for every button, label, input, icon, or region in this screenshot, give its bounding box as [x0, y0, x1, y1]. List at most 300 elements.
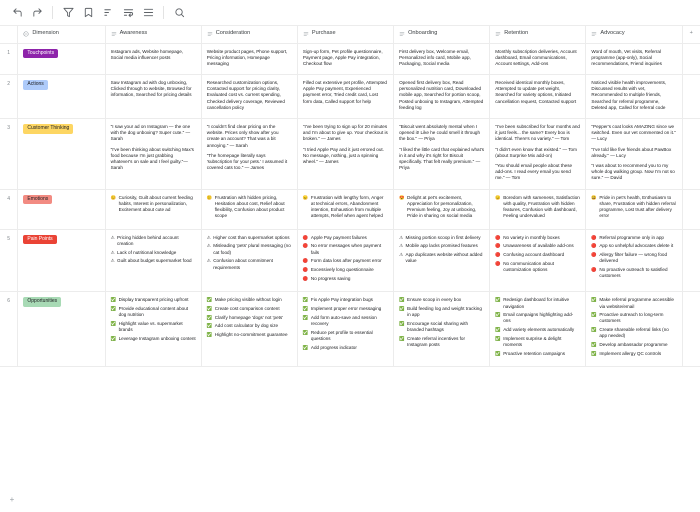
- list-item-label: No progress saving: [310, 275, 351, 281]
- cell-consideration[interactable]: [201, 75, 297, 119]
- cell-list: [207, 195, 292, 220]
- cell-text: Website product pages, Phone support, Pricing information, Homepage messaging: [206, 48, 288, 66]
- dimension-chip: Touchpoints: [23, 49, 58, 59]
- cell-list: [303, 297, 388, 350]
- row-number[interactable]: 3: [0, 119, 18, 190]
- bullet-icon: ✅: [302, 329, 309, 335]
- toolbar-divider-2: [163, 6, 164, 19]
- list-item-label: Fix Apple Pay integration bugs: [310, 297, 373, 303]
- cell-text: Saw Instagram ad with dog unboxing, Clicked through to website, Browsed for information, Searched for pricing details: [110, 80, 192, 98]
- cell-quote: "I was about to recommend you to my whole dog walking group. Now I'm not so sure." — David: [591, 162, 675, 181]
- cell-dimension[interactable]: [18, 43, 105, 75]
- list-item: [303, 330, 388, 342]
- cell-list: [591, 235, 676, 280]
- column-header-advocacy[interactable]: [586, 26, 682, 43]
- list-item: [591, 252, 676, 264]
- column-header-label: Awareness: [119, 30, 148, 37]
- text-icon: [111, 31, 117, 37]
- cell-dimension[interactable]: [18, 75, 105, 119]
- cell-text: Researched customization options, Contacted support for pricing clarity, Evaluated cost vs. current spending, Checked delivery coverage, Reviewed cancellation policy: [206, 80, 285, 110]
- cell-retention[interactable]: [490, 119, 586, 190]
- column-header-dimension[interactable]: [18, 26, 105, 43]
- row-number[interactable]: 1: [0, 43, 18, 75]
- bullet-icon: 😐: [495, 194, 501, 200]
- cell-text: Sign-up form, Pet profile questionnaire, Payment page, Apple Pay integration, Checkout flow: [302, 48, 383, 66]
- list-item-label: Delight at pet's excitement, Appreciation for personalization, Premium feeling, Joy at unboxing, Pride in sharing on social media: [407, 194, 477, 219]
- bullet-icon: ✅: [302, 344, 309, 350]
- list-item: [591, 327, 676, 339]
- filter-icon[interactable]: [59, 4, 77, 22]
- cell-text: Filled out extensive pet profile, Attempted Apple Pay payment, Experienced payment error, Tried credit card, Lost form data, Called support for help: [302, 80, 387, 104]
- list-item-label: Allergy filter failure — wrong food delivered: [599, 252, 668, 264]
- column-header-retention[interactable]: [490, 26, 586, 43]
- cell-list: [591, 195, 676, 220]
- list-item-label: Confusing account dashboard: [503, 252, 565, 258]
- list-item-label: Unawareness of available add-ons: [503, 243, 574, 249]
- cell-retention[interactable]: [490, 75, 586, 119]
- list-item: [495, 252, 580, 258]
- list-item: [111, 336, 196, 342]
- bullet-icon: 😃: [591, 194, 597, 200]
- list-item: [591, 312, 676, 324]
- journey-map-table: [0, 26, 700, 367]
- bullet-icon: ✅: [495, 335, 501, 341]
- cell-text: Opened first delivery box, Read personalized nutrition card, Downloaded mobile app, Searched for portion scoop, Posted unboxing to Instagram, Attempted feeding log: [399, 80, 484, 110]
- list-item: [495, 351, 580, 357]
- cell-consideration[interactable]: [201, 292, 297, 367]
- list-item: [591, 267, 676, 279]
- list-item: [495, 235, 580, 241]
- cell-purchase[interactable]: [297, 229, 393, 292]
- cell-list: [303, 235, 388, 282]
- bullet-icon: ✅: [591, 350, 597, 356]
- list-item-label: Mobile app lacks promised features: [405, 243, 478, 249]
- list-item-label: Make pricing visible without login: [214, 297, 282, 303]
- table-header: [0, 26, 700, 43]
- cell-onboarding[interactable]: [394, 43, 490, 75]
- cell-retention[interactable]: [490, 43, 586, 75]
- cell-onboarding[interactable]: [394, 189, 490, 229]
- cell-text: Monthly subscription deliveries, Account dashboard, Email communications, Account settings, Add-ons: [495, 48, 577, 66]
- cell-dimension[interactable]: [18, 189, 105, 229]
- cell-consideration[interactable]: [201, 229, 297, 292]
- cell-consideration[interactable]: [201, 189, 297, 229]
- text-wrap-icon[interactable]: [119, 4, 137, 22]
- list-item-label: Develop ambassador programme: [599, 342, 668, 347]
- text-icon: [591, 31, 597, 37]
- list-item-label: Frustration with lengthy form, Anger at technical errors, Abandonment intention, Exhaustion from multiple attempts, Relief when agent helped: [310, 194, 384, 219]
- bullet-icon: ✅: [399, 306, 405, 312]
- list-item-label: Frustration with hidden pricing, Hesitation about cost, Relief about flexibility, Confusion about product scope: [214, 194, 285, 219]
- text-icon: [303, 31, 309, 37]
- bullet-icon: ✅: [591, 342, 597, 347]
- cell-text: Received identical monthly boxes, Attempted to update pet weight, Searched for variety options, Initiated cancellation request, Contacted support: [495, 80, 577, 104]
- list-item-label: Provide educational content about dog nutrition: [118, 306, 189, 318]
- row-end-spacer: [682, 292, 700, 367]
- add-column-button[interactable]: +: [682, 26, 700, 43]
- add-row-button[interactable]: +: [9, 494, 15, 504]
- cell-advocacy[interactable]: [586, 43, 682, 75]
- cell-text: Noticed visible health improvements, Discussed results with vet, Recommended to multiple friends, Searched for referral programme, Deleted app, Called for referral code: [591, 80, 667, 110]
- cell-quote: "The homepage literally says 'subscription for your pets.' I assumed it covered cats too." — James: [206, 152, 288, 171]
- list-item: [495, 261, 580, 273]
- cell-quote: "I liked the little card that explained what's in it and why it's right for Biscuit specifically. That felt really premium." — Priya: [399, 146, 485, 171]
- list-item-label: Curiosity, Guilt about current feeding habits, Interest in personalization, Excitement about cute ad: [118, 194, 193, 212]
- list-item-label: Display transparent pricing upfront: [118, 297, 189, 303]
- cell-onboarding[interactable]: [394, 75, 490, 119]
- bullet-icon: ⚠: [399, 252, 404, 258]
- list-item: [303, 297, 388, 303]
- column-header-onboarding[interactable]: [394, 26, 490, 43]
- bullet-icon: 🔴: [591, 252, 597, 258]
- list-item-label: Misleading 'pets' plural messaging (no cat food): [213, 243, 291, 255]
- list-item-label: Confusion about commitment requirements: [213, 258, 273, 270]
- bullet-icon: 🔴: [591, 243, 597, 249]
- list-item: [207, 258, 292, 270]
- row-end-spacer: [682, 119, 700, 190]
- table-row: [0, 119, 700, 190]
- cell-list: [207, 297, 292, 338]
- list-item-label: Ensure scoop in every box: [407, 297, 462, 303]
- list-item-label: Pricing hidden behind account creation: [117, 234, 179, 246]
- cell-dimension[interactable]: [18, 119, 105, 190]
- dimension-chip: Opportunities: [23, 297, 61, 307]
- toolbar: [0, 0, 700, 26]
- cell-list: [399, 297, 484, 348]
- table-row: [0, 189, 700, 229]
- list-item: [399, 297, 484, 303]
- list-item-label: No communication about customization options: [503, 260, 555, 272]
- bullet-icon: ✅: [110, 335, 117, 341]
- list-item: [207, 243, 292, 255]
- bullet-icon: ✅: [399, 297, 405, 303]
- cell-onboarding[interactable]: [394, 292, 490, 367]
- bullet-icon: 🔴: [302, 275, 309, 281]
- cell-quote: "I've been trying to sign up for 20 minutes and I'm about to give up. Your checkout is broken." — James: [302, 124, 388, 142]
- text-icon: [495, 31, 501, 37]
- column-header-label: Retention: [504, 30, 529, 37]
- list-item: [111, 250, 196, 256]
- list-item: [207, 235, 292, 241]
- list-item-label: Email campaigns highlighting add-ons: [503, 312, 574, 324]
- cell-quote: "I saw your ad on Instagram — the one with the dog unboxing? Super cute." — Sarah: [110, 124, 191, 142]
- list-item-label: Apple Pay payment failures: [310, 234, 367, 240]
- bullet-icon: ✅: [206, 332, 213, 338]
- bullet-icon: ✅: [110, 306, 117, 312]
- list-item: [399, 243, 484, 249]
- cell-advocacy[interactable]: [586, 75, 682, 119]
- list-item-label: No variety in monthly boxes: [503, 234, 560, 240]
- list-item: [399, 252, 484, 264]
- list-item: [495, 195, 580, 220]
- cell-quote: "I didn't even know that existed." — Tom (about Surprise Mix add-on): [495, 146, 577, 158]
- bullet-icon: 🔴: [302, 234, 309, 240]
- dimension-chip: Actions: [23, 80, 47, 90]
- list-item: [591, 195, 676, 220]
- cell-list: [207, 235, 292, 271]
- cell-consideration[interactable]: [201, 43, 297, 75]
- list-item: [399, 306, 484, 318]
- list-item-label: Lack of nutritional knowledge: [117, 249, 177, 255]
- list-item-label: Encourage social sharing with branded hashtags: [407, 320, 469, 333]
- cell-purchase[interactable]: [297, 119, 393, 190]
- dimension-chip: Pain Points: [23, 235, 56, 245]
- list-item-label: Create referral incentives for Instagram posts: [407, 335, 466, 347]
- bullet-icon: ⚠: [110, 258, 115, 264]
- cell-list: [495, 235, 580, 273]
- list-item: [303, 235, 388, 241]
- add-row-row: [0, 492, 700, 506]
- list-item: [303, 345, 388, 351]
- bullet-icon: 🔴: [591, 267, 597, 272]
- bullet-icon: 😊: [110, 194, 117, 200]
- bullet-icon: ✅: [206, 306, 213, 312]
- cell-quote: "Pepper's coat looks AMAZING since we switched. Even our vet commented on it." — Lucy: [591, 124, 676, 142]
- bullet-icon: ✅: [206, 297, 213, 303]
- row-number[interactable]: 4: [0, 189, 18, 229]
- bullet-icon: ✅: [591, 312, 597, 318]
- list-item-label: No error messages when payment fails: [310, 243, 382, 255]
- list-item-label: Guilt about budget supermarket food: [117, 258, 192, 264]
- cell-list: [111, 235, 196, 265]
- bullet-icon: ✅: [399, 335, 405, 341]
- list-item: [303, 243, 388, 255]
- list-item-label: Implement surprise & delight moments: [503, 335, 562, 347]
- dimension-chip: Emotions: [23, 195, 52, 205]
- bullet-icon: 🔴: [495, 252, 501, 258]
- cell-quote: "I've been thinking about switching Max's food because I'm just grabbing whatever's on sale and I feel guilty."— Sarah: [110, 146, 194, 171]
- column-header-label: Purchase: [311, 30, 336, 37]
- cell-quote: "You should email people about these add-ons. I read every email you send me." — Tom: [495, 162, 573, 181]
- list-item-label: Pride in pet's health, Enthusiasm to share, Frustration with hidden referral programme, Lost trust after delivery error: [599, 194, 676, 219]
- table-row: [0, 292, 700, 367]
- list-item: [591, 243, 676, 249]
- bullet-icon: ✅: [206, 323, 213, 329]
- cell-purchase[interactable]: [297, 292, 393, 367]
- cell-quote: "I couldn't find clear pricing on the website. Prices only show after you create an account? That was a bit annoying." — Sarah: [206, 124, 279, 148]
- bullet-icon: ⚠: [399, 234, 404, 240]
- bullet-icon: ✅: [495, 350, 501, 356]
- bullet-icon: ✅: [110, 297, 117, 303]
- cell-list: [591, 297, 676, 357]
- list-item: [111, 258, 196, 264]
- list-item: [591, 235, 676, 241]
- bullet-icon: ✅: [495, 327, 501, 333]
- bullet-icon: 🔴: [495, 234, 501, 240]
- cell-list: [495, 297, 580, 357]
- bullet-icon: ✅: [206, 314, 213, 320]
- list-item-label: Referral programme only in app: [599, 234, 664, 240]
- cell-purchase[interactable]: [297, 75, 393, 119]
- bullet-icon: ✅: [302, 314, 309, 320]
- row-number[interactable]: 6: [0, 292, 18, 367]
- list-item: [495, 297, 580, 309]
- bullet-icon: ⚠: [206, 234, 211, 240]
- list-item: [399, 235, 484, 241]
- list-item: [495, 312, 580, 324]
- list-item: [591, 351, 676, 357]
- bullet-icon: ⚠: [206, 258, 211, 264]
- column-header-label: Dimension: [32, 30, 59, 37]
- list-item-label: Add variety elements automatically: [503, 327, 575, 333]
- cell-awareness[interactable]: [105, 43, 201, 75]
- cell-awareness[interactable]: [105, 75, 201, 119]
- cell-advocacy[interactable]: [586, 119, 682, 190]
- bullet-icon: 🔴: [302, 258, 309, 264]
- grid-scroll-area[interactable]: [0, 26, 700, 512]
- column-header-consideration[interactable]: [201, 26, 297, 43]
- cell-awareness[interactable]: [105, 229, 201, 292]
- search-icon[interactable]: [170, 4, 188, 22]
- list-item-label: Build feeding log and weight tracking in app: [407, 306, 482, 318]
- list-item-label: Proactive outreach to long-term customers: [599, 312, 664, 324]
- bullet-icon: 😠: [302, 194, 309, 200]
- list-item: [303, 306, 388, 312]
- cell-list: [399, 195, 484, 220]
- list-item: [207, 332, 292, 338]
- row-number[interactable]: 2: [0, 75, 18, 119]
- cell-text: Instagram ads, Website homepage, Social media influencer posts: [110, 48, 184, 60]
- cell-list: [111, 297, 196, 342]
- redo-button[interactable]: [28, 4, 46, 22]
- row-end-spacer: [682, 75, 700, 119]
- cell-retention[interactable]: [490, 189, 586, 229]
- list-item-label: Boredom with sameness, Satisfaction with quality, Frustration with hidden features, Confusion with dashboard, Feeling undervalued: [503, 194, 580, 219]
- undo-button[interactable]: [8, 4, 26, 22]
- bookmark-icon[interactable]: [79, 4, 97, 22]
- cell-awareness[interactable]: [105, 292, 201, 367]
- cell-dimension[interactable]: [18, 229, 105, 292]
- list-item: [303, 276, 388, 282]
- bullet-icon: ✅: [302, 306, 309, 312]
- list-item-label: App duplicates website without added value: [405, 252, 483, 264]
- bullet-icon: ⚠: [110, 234, 115, 240]
- cell-quote: "I've been subscribed for four months and it just feels... the same? Every box is identical. There's no variety." — Tom: [495, 124, 580, 142]
- bullet-icon: ✅: [495, 297, 501, 303]
- list-item-label: Create cost comparison content: [214, 306, 280, 312]
- cell-retention[interactable]: [490, 229, 586, 292]
- list-item: [207, 323, 292, 329]
- list-item-label: Missing portion scoop in first delivery: [405, 234, 481, 240]
- bullet-icon: ⚠: [206, 243, 211, 249]
- list-item: [303, 258, 388, 264]
- bullet-icon: ⚠: [399, 243, 404, 249]
- cell-quote: "I tried Apple Pay and it just errored out. No message, nothing, just a spinning wheel." — James: [302, 146, 384, 164]
- cell-retention[interactable]: [490, 292, 586, 367]
- bullet-icon: ✅: [591, 297, 597, 303]
- list-item-label: Highlight no-commitment guarantee: [214, 332, 288, 338]
- cell-advocacy[interactable]: [586, 189, 682, 229]
- column-header-label: Onboarding: [408, 30, 438, 37]
- list-item-label: App so unhelpful advocates delete it: [599, 243, 674, 249]
- list-item-label: Proactive retention campaigns: [503, 350, 565, 356]
- bullet-icon: 🔴: [302, 267, 309, 272]
- list-item-label: Add progress indicator: [310, 344, 357, 350]
- cell-awareness[interactable]: [105, 119, 201, 190]
- bullet-icon: 🔴: [495, 260, 501, 266]
- list-item-label: Highlight value vs. supermarket brands: [118, 320, 183, 333]
- bullet-icon: 😍: [399, 194, 405, 200]
- list-item-label: No proactive outreach to satisfied customers: [599, 267, 668, 279]
- table-body: [0, 43, 700, 367]
- row-end-spacer: [682, 229, 700, 292]
- list-item-label: Make referral programme accessible via website/email: [599, 297, 674, 309]
- cell-list: [111, 195, 196, 214]
- bullet-icon: ✅: [495, 312, 501, 318]
- cell-text: Word of mouth, Vet visits, Referral programme (app-only), Social recommendations, Friend inquiries: [591, 48, 662, 66]
- list-item: [207, 306, 292, 312]
- cell-awareness[interactable]: [105, 189, 201, 229]
- list-item-label: Reduce pet profile to essential questions: [310, 329, 373, 341]
- column-header-label: Advocacy: [600, 30, 625, 37]
- list-item-label: Clarify homepage 'dogs' not 'pets': [214, 314, 284, 320]
- list-item: [207, 195, 292, 220]
- cell-list: [495, 195, 580, 220]
- row-number[interactable]: 5: [0, 229, 18, 292]
- toolbar-divider: [52, 6, 53, 19]
- sort-icon[interactable]: [99, 4, 117, 22]
- bullet-icon: ✅: [302, 297, 309, 303]
- list-item-label: Implement allergy QC controls: [599, 350, 662, 356]
- dimension-chip: Customer Thinking: [23, 124, 73, 134]
- list-item: [111, 235, 196, 247]
- list-item: [111, 321, 196, 333]
- list-item-label: Leverage Instagram unboxing content: [118, 335, 196, 341]
- column-header-purchase[interactable]: [297, 26, 393, 43]
- table-row: [0, 75, 700, 119]
- bullet-icon: 🔴: [495, 243, 501, 249]
- list-item: [399, 195, 484, 220]
- cell-purchase[interactable]: [297, 189, 393, 229]
- tag-icon: [23, 31, 29, 37]
- bullet-icon: 😕: [206, 194, 213, 200]
- list-item-label: Implement proper error messaging: [310, 306, 382, 312]
- bullet-icon: ✅: [110, 320, 117, 326]
- cell-advocacy[interactable]: [586, 292, 682, 367]
- list-item: [111, 195, 196, 214]
- cell-dimension[interactable]: [18, 292, 105, 367]
- table-row: [0, 43, 700, 75]
- list-item: [591, 342, 676, 348]
- cell-quote: "Biscuit went absolutely mental when I opened it! Like he could smell it through the box." — Priya: [399, 124, 481, 142]
- cell-onboarding[interactable]: [394, 229, 490, 292]
- list-item: [303, 267, 388, 273]
- list-item: [111, 297, 196, 303]
- cell-list: [303, 195, 388, 220]
- text-icon: [207, 31, 213, 37]
- cell-onboarding[interactable]: [394, 119, 490, 190]
- cell-list: [399, 235, 484, 265]
- list-item-label: Add cost calculator by dog size: [214, 323, 279, 329]
- list-item-label: Form data loss after payment error: [310, 258, 382, 264]
- list-item-label: Excessively long questionnaire: [310, 267, 374, 272]
- list-item-label: Add form auto-save and session recovery: [310, 314, 377, 326]
- cell-text: First delivery box, Welcome email, Personalized info card, Mobile app, Packaging, Social media: [399, 48, 471, 66]
- column-header-awareness[interactable]: [105, 26, 201, 43]
- bullet-icon: 🔴: [591, 234, 597, 240]
- list-item-label: Redesign dashboard for intuitive navigation: [503, 297, 570, 309]
- column-header-label: Consideration: [215, 30, 251, 37]
- cell-advocacy[interactable]: [586, 229, 682, 292]
- table-row: [0, 229, 700, 292]
- list-item: [303, 195, 388, 220]
- list-item: [495, 336, 580, 348]
- bullet-icon: ⚠: [110, 249, 115, 255]
- row-height-icon[interactable]: [139, 4, 157, 22]
- cell-quote: "I've told like five friends about PawBox already." — Lucy: [591, 146, 672, 158]
- cell-consideration[interactable]: [201, 119, 297, 190]
- cell-purchase[interactable]: [297, 43, 393, 75]
